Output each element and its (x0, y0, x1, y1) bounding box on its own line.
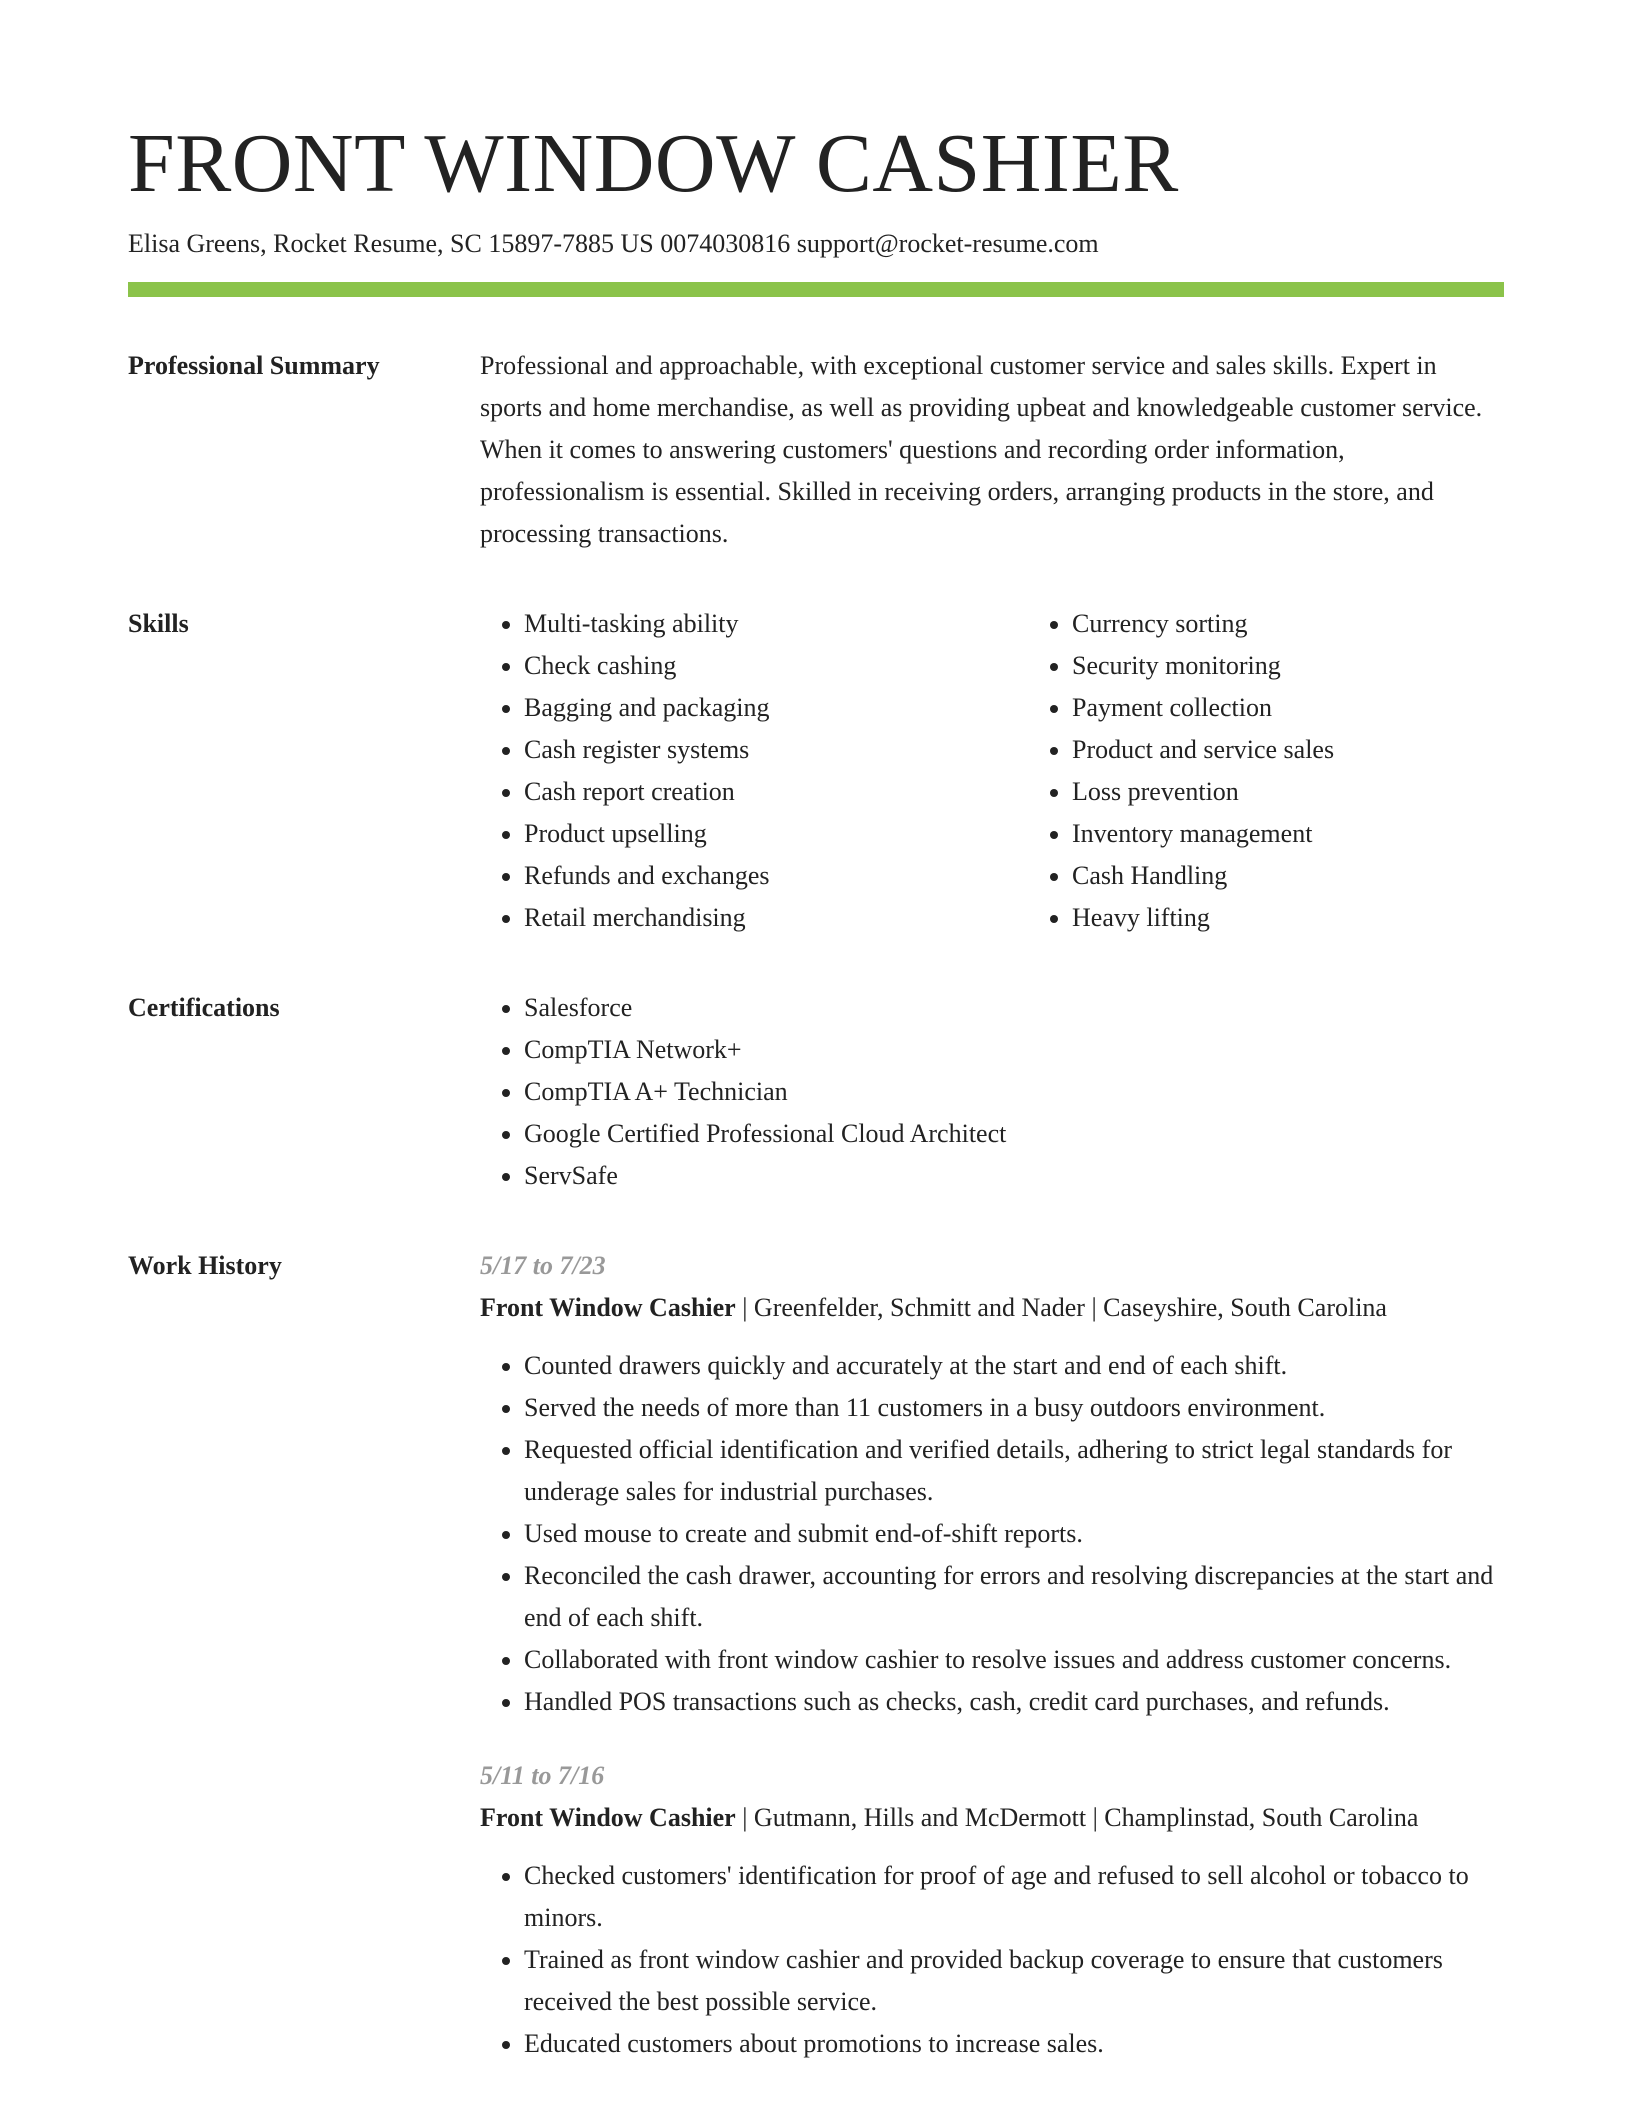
skills-section (128, 603, 1504, 939)
job-employer-location: | Greenfelder, Schmitt and Nader | Caseyshire, South Carolina (735, 1292, 1387, 1322)
summary-section (128, 345, 1504, 555)
skill-item: • Refunds and exchanges (524, 855, 1028, 897)
job-title-line (480, 1797, 1504, 1839)
work-history-section (128, 1245, 1504, 2065)
skill-item: • Currency sorting (1072, 603, 1576, 645)
job-bullet: • Served the needs of more than 11 customers in a busy outdoors environment. (524, 1387, 1504, 1429)
contact-line: Elisa Greens, Rocket Resume, SC 15897-7885 US 0074030816 support@rocket-resume.com (128, 229, 1099, 259)
certifications-list (480, 987, 1504, 1197)
job-bullet: • Requested official identification and verified details, adhering to strict legal standards for underage sales for industrial purchases. (524, 1429, 1504, 1513)
certifications-heading: Certifications (128, 992, 280, 1022)
skill-item: • Loss prevention (1072, 771, 1576, 813)
certification-item: • ServSafe (524, 1155, 1504, 1197)
skill-item: • Bagging and packaging (524, 687, 1028, 729)
job-bullet: • Reconciled the cash drawer, accounting for errors and resolving discrepancies at the start and end of each shift. (524, 1555, 1504, 1639)
skill-item: • Inventory management (1072, 813, 1576, 855)
skill-item: • Retail merchandising (524, 897, 1028, 939)
job-entry (480, 1755, 1504, 2065)
summary-body (480, 345, 1504, 555)
skill-item: • Multi-tasking ability (524, 603, 1028, 645)
work-history-heading: Work History (128, 1250, 282, 1280)
job-employer-location: | Gutmann, Hills and McDermott | Champlinstad, South Carolina (735, 1802, 1419, 1832)
summary-heading: Professional Summary (128, 350, 380, 380)
certifications-body (480, 987, 1504, 1197)
job-bullet: • Counted drawers quickly and accurately at the start and end of each shift. (524, 1345, 1504, 1387)
skill-item: • Product upselling (524, 813, 1028, 855)
skill-item: • Security monitoring (1072, 645, 1576, 687)
job-bullet: • Collaborated with front window cashier to resolve issues and address customer concerns. (524, 1639, 1504, 1681)
job-bullet: • Checked customers' identification for proof of age and refused to sell alcohol or tobacco to minors. (524, 1855, 1504, 1939)
skills-heading: Skills (128, 608, 189, 638)
skills-body (480, 603, 1576, 939)
certification-item: • CompTIA Network+ (524, 1029, 1504, 1071)
certifications-section (128, 987, 1504, 1197)
job-dates: 5/17 to 7/23 (480, 1250, 606, 1280)
skill-item: • Cash report creation (524, 771, 1028, 813)
job-bullet: • Trained as front window cashier and provided backup coverage to ensure that customers received the best possible service. (524, 1939, 1504, 2023)
skill-item: • Payment collection (1072, 687, 1576, 729)
job-entry (480, 1245, 1504, 1723)
skills-list-right (1028, 603, 1576, 939)
work-history-body (480, 1245, 1504, 2065)
skill-item: • Cash register systems (524, 729, 1028, 771)
skill-item: • Check cashing (524, 645, 1028, 687)
job-bullet: • Used mouse to create and submit end-of-shift reports. (524, 1513, 1504, 1555)
certification-item: • CompTIA A+ Technician (524, 1071, 1504, 1113)
job-bullets (480, 1345, 1504, 1723)
certification-item: • Google Certified Professional Cloud Architect (524, 1113, 1504, 1155)
header-divider (128, 282, 1504, 297)
summary-text: Professional and approachable, with exceptional customer service and sales skills. Expert in sports and home merchandise, as well as providing upbeat and knowledgeable customer service. When it comes to answering customers' questions and recording order information, professionalism is essential. Skilled in receiving orders, arranging products in the store, and processing transactions. (480, 350, 1483, 548)
job-dates: 5/11 to 7/16 (480, 1760, 605, 1790)
job-bullet: • Handled POS transactions such as checks, cash, credit card purchases, and refunds. (524, 1681, 1504, 1723)
job-title: Front Window Cashier (480, 1292, 736, 1322)
job-title-line (480, 1287, 1504, 1329)
certification-item: • Salesforce (524, 987, 1504, 1029)
job-bullet: • Educated customers about promotions to increase sales. (524, 2023, 1504, 2065)
resume-title: FRONT WINDOW CASHIER (128, 117, 1179, 210)
skill-item: • Heavy lifting (1072, 897, 1576, 939)
skills-list-left (480, 603, 1028, 939)
job-title: Front Window Cashier (480, 1802, 736, 1832)
skill-item: • Cash Handling (1072, 855, 1576, 897)
skill-item: • Product and service sales (1072, 729, 1576, 771)
job-bullets (480, 1855, 1504, 2065)
